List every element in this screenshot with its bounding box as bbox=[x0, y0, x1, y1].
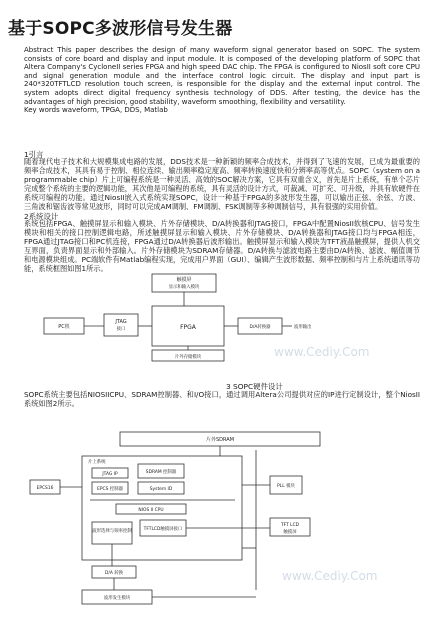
touch-screen-label-2: 显示和输入模块 bbox=[168, 285, 200, 290]
section-1-text: 随着现代电子技术和大规模集成电路的发展，DDS技术是一种新颖的频率合成技术，并得到了飞速的发展，已成为最重要的频率合成技术，其具有易于控制、相位连续、输出频率稳定度高、频率转换速度快和分辨率高等优点。SOPC（system on a programmable chip）片上可编程系统是一种灵活、高效的SOC解决方案，它具有双重含义，首先是片上系统，有单个芯片完成整个系统的主要的逻辑功能，其次他是可编程的系统，具有灵活的设计方式，可裁减、可扩充、可升级，并具有软硬件在系统可编程的功能。通过NiosII嵌入式系统实现SOPC，设计一种基于FPGA的多波形发生器，可以输出正弦、余弦、方波、三角波和锯齿波等常见波形，同时可以完成AM调制、FM调制、FSK调制等多种调制信号，具有很强的实用价值。 bbox=[24, 157, 420, 211]
dac-label: D/A转换器 bbox=[249, 325, 271, 330]
watermark-1: www.Cediy.Com bbox=[274, 345, 370, 359]
on-chip-system-label: 片上系统 bbox=[88, 460, 106, 465]
fpga-label: FPGA bbox=[180, 324, 196, 331]
section-3-heading: 3 SOPC硬件设计 bbox=[226, 382, 283, 391]
watermark-2: www.Cediy.Com bbox=[282, 569, 378, 583]
epcs-controller-label: EPCS 控制器 bbox=[97, 487, 123, 492]
jtag-label: JTAG bbox=[115, 319, 127, 325]
tft-lcd-label: TFT LCD bbox=[280, 523, 300, 528]
touch-screen-label: 触摸屏 bbox=[176, 277, 192, 283]
keywords-text: Key words waveform, TPGA, DDS, Matlab bbox=[24, 106, 168, 115]
jtag-label-2: 接口 bbox=[116, 327, 126, 332]
wave-output-label: 波形输出 bbox=[294, 325, 312, 330]
abstract-text: Abstract This paper describes the design of many waveform signal generator based on SOPC. The system consists of core board and display and input module. It is composed of the developing platform of SOPC that Altera Company's CycloneII series FPGA and high speed DAC chip. The FPGA is configured to NiosII soft core CPU and signal generation module and the interface control logic circuit. The display and input part is 240*320TFTLCD resolution touch screen, is responsible for the display and the external input control. The system adopts direct digital frequency synthesis technology of DDS. After testing, the device has the advantages of high precision, good stability, waveform smoothing, flexibility and versatility. bbox=[24, 46, 420, 106]
pc-label: PC机 bbox=[58, 324, 70, 330]
memory-label: 片外存储模块 bbox=[174, 355, 202, 360]
section-3-text: SOPC系统主要包括NIOSIICPU、SDRAM控制器、和I/O接口，通过调用Altera公司提供对应的IP进行定制设计，整个NiosII系统如图2所示。 bbox=[24, 390, 420, 408]
nios-cpu-label: NIOS II CPU bbox=[138, 508, 164, 513]
figure-2-nios-system bbox=[20, 430, 420, 615]
paper-title: 基于SOPC多波形信号发生器 bbox=[8, 19, 233, 39]
jtag-ip-label: JTAG IP bbox=[102, 472, 118, 477]
abstract-paragraph bbox=[24, 46, 420, 115]
da-label: D/A 转换 bbox=[104, 571, 124, 576]
section-1-heading: 1引言 bbox=[24, 150, 44, 159]
section-2-heading: 2系统设计 bbox=[24, 212, 59, 221]
system-id-label: System ID bbox=[149, 487, 173, 492]
pll-label: PLL 模块 bbox=[277, 484, 295, 489]
figure-1-system-diagram bbox=[24, 272, 420, 362]
tft-interface-label: TFTLCD触摸屏接口 bbox=[143, 527, 183, 532]
epcs16-label: EPCS16 bbox=[36, 486, 54, 491]
tft-lcd-label-2: 触摸屏 bbox=[283, 530, 297, 535]
jtag-box bbox=[104, 314, 138, 336]
sdram-label: 片外SDRAM bbox=[205, 437, 235, 443]
sdram-controller-label: SDRAM 控制器 bbox=[145, 470, 177, 475]
wave-select-label: 波形选择与频率控制 bbox=[92, 529, 132, 534]
wave-generator-label: 波形发生模块 bbox=[103, 596, 131, 601]
section-2-text: 系统包括FPGA、触摸屏显示和输入模块、片外存储模块、D/A转换器和JTAG接口，FPGA中配置NiosII软核CPU、信号发生模块和相关的接口控制逻辑电路，所述触摸屏显示和输入模块、片外存储模块、D/A转换器和JTAG接口均与FPGA相连，FPGA通过JTAG接口和PC机连接，FPGA通过D/A转换器后波形输出。触摸屏显示和输入模块为TFT液晶触摸屏，提供人机交互界面，负责界面显示和外部输入。片外存储模块为SDRAM存储器。D/A转换与滤波电路主要由D/A转换、滤波、幅值调节和电源模块组成。PC端软件有Matlab编程实现，完成用户界面（GUI）、编辑产生波形数据、频率控制和与片上系统通讯等功能，系统框图如图1所示。 bbox=[24, 219, 420, 273]
